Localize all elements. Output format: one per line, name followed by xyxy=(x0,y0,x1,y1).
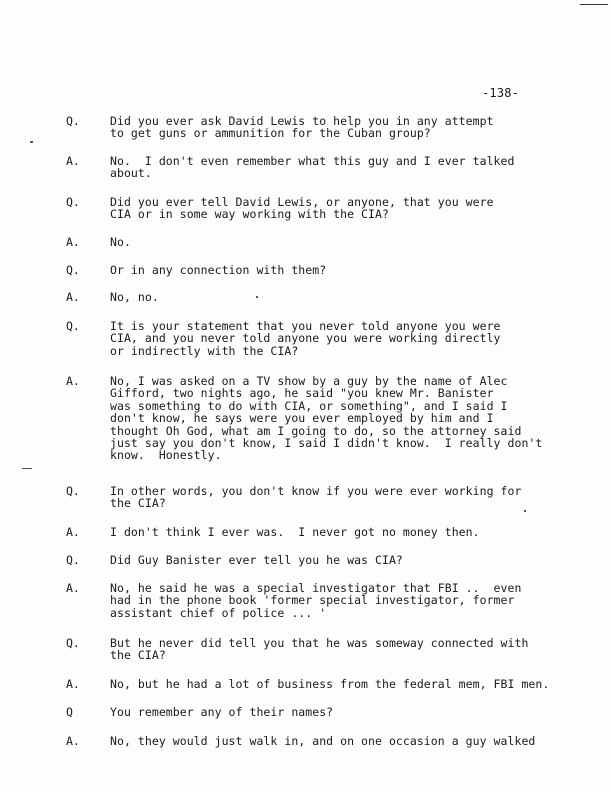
entry-text: Did you ever tell David Lewis, or anyone, that you were CIA or in some way working with the CIA? xyxy=(110,195,494,222)
speaker-label: A. xyxy=(66,154,80,168)
scan-speck xyxy=(256,296,258,298)
entry-text: But he never did tell you that he was someway connected with the CIA? xyxy=(110,636,529,663)
entry-text: In other words, you don't know if you were ever working for the CIA? xyxy=(110,484,522,511)
speaker-label: Q. xyxy=(66,636,80,650)
speaker-label: A. xyxy=(66,374,80,388)
speaker-label: A. xyxy=(66,677,80,691)
entry-text: No, but he had a lot of business from the federal mem, FBI men. xyxy=(110,677,550,691)
speaker-label: Q. xyxy=(66,195,80,209)
speaker-label: A. xyxy=(66,235,80,249)
entry-text: No, I was asked on a TV show by a guy by the name of Alec Gifford, two nights ago, he said "you knew Mr. Banister was something to do with CIA, or something", and I said I don't know, he says were you ever employed by him and I thought Oh God, what am I going to do, so the attorney said just say you don't know, I said I didn't know. I really don't know. Honestly. xyxy=(110,374,543,463)
entry-text: You remember any of their names? xyxy=(110,705,334,719)
entry-text: No, they would just walk in, and on one occasion a guy walked xyxy=(110,734,536,748)
entry-text: No. xyxy=(110,235,131,249)
speaker-label: Q. xyxy=(66,484,80,498)
speaker-label: A. xyxy=(66,734,80,748)
scan-speck xyxy=(22,468,32,469)
scan-speck xyxy=(30,141,33,143)
page-number: -138- xyxy=(482,86,520,100)
entry-text: It is your statement that you never told anyone you were CIA, and you never told anyone you were working directly or indirectly with the CIA? xyxy=(110,319,501,358)
entry-text: Did Guy Banister ever tell you he was CIA? xyxy=(110,553,403,567)
entry-text: No. I don't even remember what this guy and I ever talked about. xyxy=(110,154,515,181)
scan-speck xyxy=(524,510,526,512)
entry-text: I don't think I ever was. I never got no money then. xyxy=(110,525,480,539)
speaker-label: A. xyxy=(66,581,80,595)
entry-text: Did you ever ask David Lewis to help you in any attempt to get guns or ammunition for the Cuban group? xyxy=(110,114,494,141)
speaker-label: Q. xyxy=(66,114,80,128)
entry-text: No, he said he was a special investigator that FBI .. even had in the phone book 'former special investigator, former assistant chief of police ... ' xyxy=(110,581,522,620)
entry-text: No, no. xyxy=(110,290,159,304)
speaker-label: A. xyxy=(66,290,80,304)
entry-text: Or in any connection with them? xyxy=(110,263,327,277)
scan-edge-mark xyxy=(580,0,608,5)
speaker-label: A. xyxy=(66,525,80,539)
speaker-label: Q. xyxy=(66,319,80,333)
speaker-label: Q xyxy=(66,705,73,719)
speaker-label: Q. xyxy=(66,263,80,277)
speaker-label: Q. xyxy=(66,553,80,567)
